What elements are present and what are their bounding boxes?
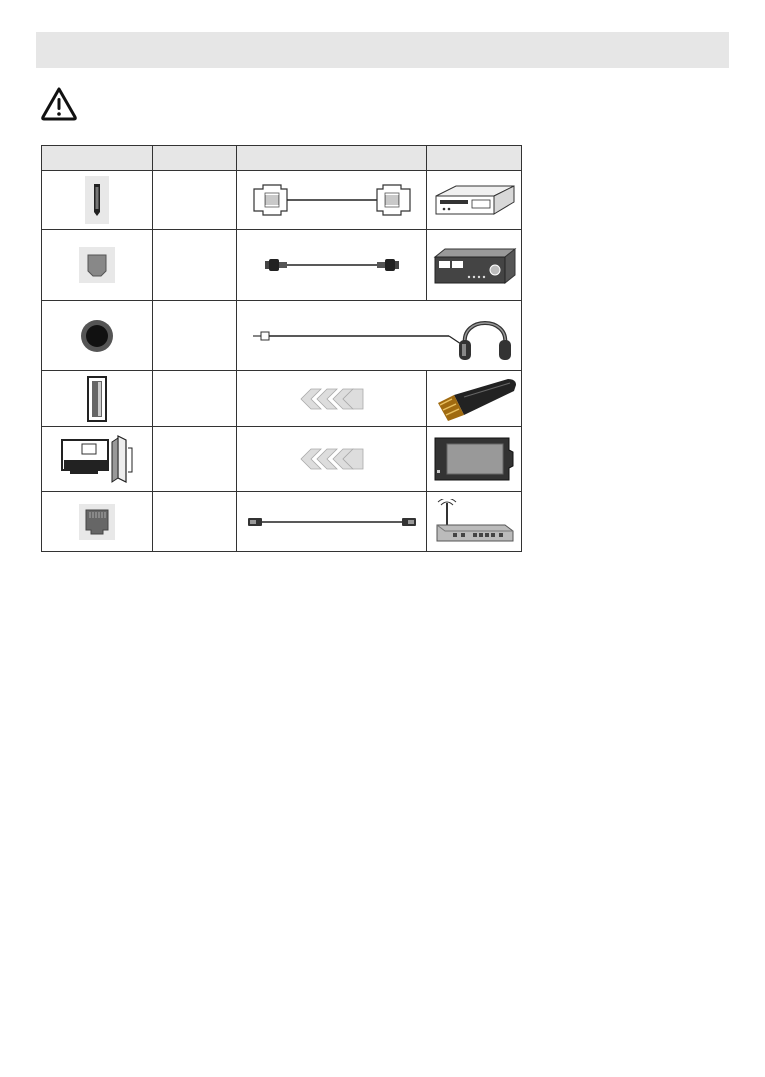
table-row <box>42 230 522 301</box>
type-cell <box>153 230 237 301</box>
type-cell <box>153 492 237 552</box>
table-row <box>42 301 522 371</box>
headphones-icon <box>455 308 515 364</box>
port-cell <box>42 492 153 552</box>
hdmi-cable-icon <box>251 183 413 217</box>
table-row <box>42 371 522 427</box>
device-cell <box>427 171 522 230</box>
audio-receiver-icon <box>431 245 517 285</box>
port-cell <box>42 230 153 301</box>
type-cell <box>153 371 237 427</box>
table-row <box>42 427 522 492</box>
header-cell-type <box>153 146 237 171</box>
connections-table <box>41 145 522 552</box>
cam-module-icon <box>433 436 515 482</box>
type-cell <box>153 427 237 492</box>
port-cell <box>42 371 153 427</box>
dvd-player-icon <box>432 182 516 218</box>
device-cell <box>427 427 522 492</box>
table-row <box>42 492 522 552</box>
cable-device-cell <box>237 301 522 371</box>
ci-slot-icon <box>60 434 134 484</box>
device-cell <box>427 371 522 427</box>
cable-cell <box>237 492 427 552</box>
optical-cable-icon <box>251 257 413 273</box>
ethernet-port-icon <box>79 504 115 540</box>
insert-arrows-icon <box>297 388 367 410</box>
port-cell <box>42 427 153 492</box>
type-cell <box>153 301 237 371</box>
hdmi-port-icon <box>85 176 109 224</box>
type-cell <box>153 171 237 230</box>
device-cell <box>427 492 522 552</box>
port-cell <box>42 171 153 230</box>
cable-cell <box>237 171 427 230</box>
headphone-jack-icon <box>79 318 115 354</box>
header-cell-device <box>427 146 522 171</box>
cable-cell <box>237 427 427 492</box>
table-row <box>42 171 522 230</box>
warning-triangle-icon <box>40 86 78 122</box>
ethernet-cable-icon <box>246 515 418 529</box>
router-icon <box>433 499 515 545</box>
port-cell <box>42 301 153 371</box>
insert-arrows-icon <box>297 448 367 470</box>
cable-cell <box>237 371 427 427</box>
usb-port-icon <box>87 376 107 422</box>
page-header-bar <box>36 32 729 68</box>
usb-stick-icon <box>430 377 518 421</box>
device-cell <box>427 230 522 301</box>
header-cell-cable <box>237 146 427 171</box>
cable-cell <box>237 230 427 301</box>
header-cell-connector <box>42 146 153 171</box>
table-header-row <box>42 146 522 171</box>
optical-port-icon <box>79 247 115 283</box>
